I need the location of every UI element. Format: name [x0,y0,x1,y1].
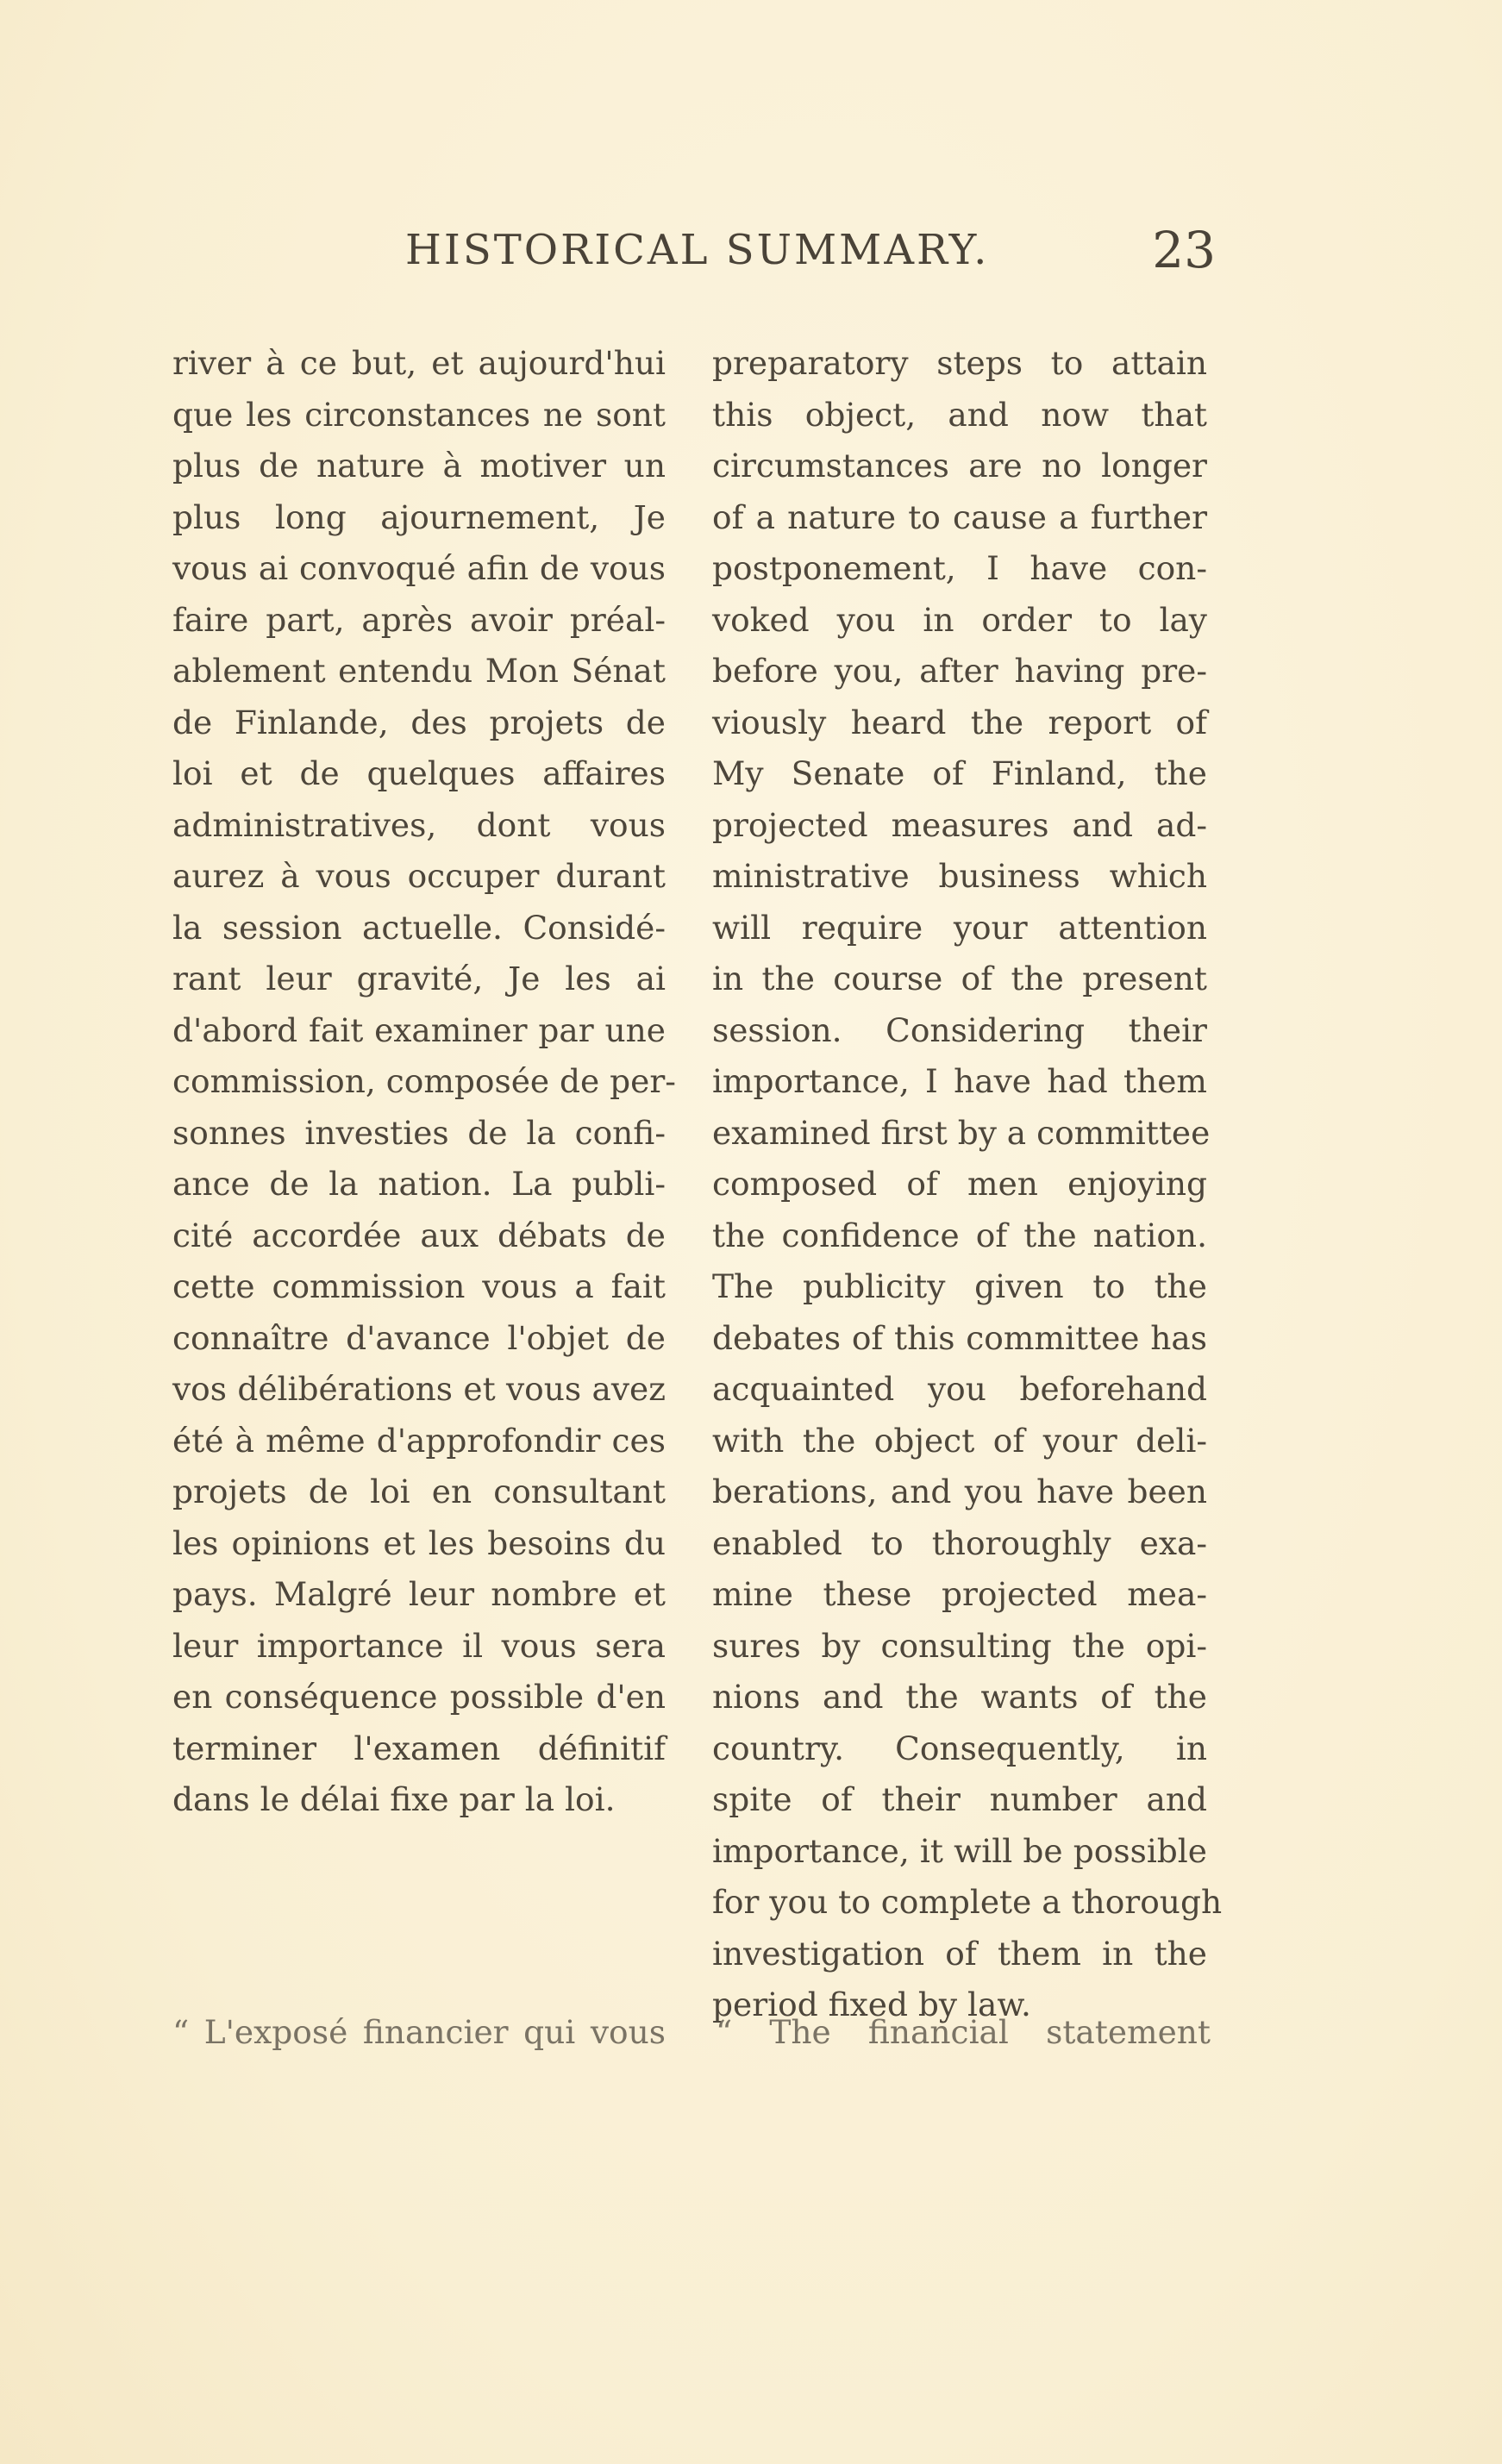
text-line: acquainted you beforehand [712,1370,1207,1408]
text-line: dans le délai fixe par la loi. [172,1780,616,1818]
page-number: 23 [1152,221,1216,279]
text-line: debates of this committee has [712,1318,1207,1357]
french-text-column [172,338,676,1826]
text-line: connaître d'avance l'objet de [172,1318,666,1357]
text-line: My Senate of Finland, the [712,754,1207,792]
text-line: spite of their number and [712,1780,1207,1818]
text-line: period fixed by law. [712,1986,1031,2023]
text-line: commission, composée de per- [172,1062,676,1100]
running-title: HISTORICAL SUMMARY. [405,226,990,274]
text-line: country. Consequently, in [712,1729,1207,1767]
text-line: vos délibérations et vous avez [172,1370,666,1408]
text-line: session. Considering their [712,1010,1207,1049]
text-line: will require your attention [712,908,1207,947]
text-line: before you, after having pre- [712,652,1207,690]
text-line: “ The financial statement [716,2013,1211,2051]
text-line: rant leur gravité, Je les ai [172,960,666,997]
text-line: preparatory steps to attain [712,344,1207,382]
text-line: projets de loi en consultant [172,1473,666,1510]
text-line: voked you in order to lay [712,600,1207,639]
text-line: the confidence of the nation. [712,1216,1207,1254]
text-line: terminer l'examen définitif [172,1729,666,1767]
text-line: postponement, I have con- [712,549,1207,587]
text-line: in the course of the present [712,960,1207,997]
text-line: leur importance il vous sera [172,1626,666,1665]
french-next-paragraph [172,2007,666,2059]
text-line: pays. Malgré leur nombre et [172,1575,666,1613]
text-line: que les circonstances ne sont [172,395,666,434]
text-line: composed of men enjoying [712,1165,1207,1203]
text-line: d'abord fait examiner par une [172,1010,666,1049]
text-line: river à ce but, et aujourd'hui [172,344,666,382]
text-line: sonnes investies de la confi- [172,1113,666,1152]
text-line: cette commission vous a fait [172,1267,666,1305]
text-line: nions and the wants of the [712,1678,1207,1716]
text-line: ablement entendu Mon Sénat [172,652,666,690]
text-line: la session actuelle. Considé- [172,908,666,947]
text-line: importance, it will be possible [712,1831,1207,1870]
text-line: cité accordée aux débats de [172,1216,666,1254]
text-line: plus de nature à motiver un [172,447,666,485]
text-line: plus long ajournement, Je [172,497,666,536]
text-line: “ L'exposé financier qui vous [172,2013,666,2051]
text-line: été à même d'approfondir ces [172,1421,666,1460]
text-line: en conséquence possible d'en [172,1678,666,1716]
text-line: faire part, après avoir préal- [172,600,666,639]
text-line: de Finlande, des projets de [172,703,666,741]
text-line: ministrative business which [712,857,1207,895]
text-line: enabled to thoroughly exa- [712,1523,1207,1562]
text-line: loi et de quelques affaires [172,754,666,792]
text-line: projected measures and ad- [712,805,1207,844]
text-line: vous ai convoqué afin de vous [172,549,666,587]
text-line: examined first by a committee [712,1113,1211,1152]
text-line: of a nature to cause a further [712,497,1207,536]
text-line: les opinions et les besoins du [172,1523,666,1562]
text-line: berations, and you have been [712,1473,1207,1510]
text-line: with the object of your deli- [712,1421,1207,1460]
text-line: The publicity given to the [712,1267,1207,1305]
text-line: ance de la nation. La publi- [172,1165,666,1203]
text-line: aurez à vous occuper durant [172,857,666,895]
text-line: investigation of them in the [712,1934,1207,1973]
text-line: circumstances are no longer [712,447,1207,485]
text-line: for you to complete a thorough [712,1883,1223,1921]
text-line: mine these projected mea- [712,1575,1207,1613]
text-line: importance, I have had them [712,1062,1207,1100]
text-line: viously heard the report of [712,703,1207,741]
text-line: sures by consulting the opi- [712,1626,1207,1665]
page-header [405,221,1216,286]
text-line: this object, and now that [712,395,1207,434]
english-text-column [712,338,1223,2031]
text-line: administratives, dont vous [172,805,666,844]
english-next-paragraph [716,2007,1211,2059]
